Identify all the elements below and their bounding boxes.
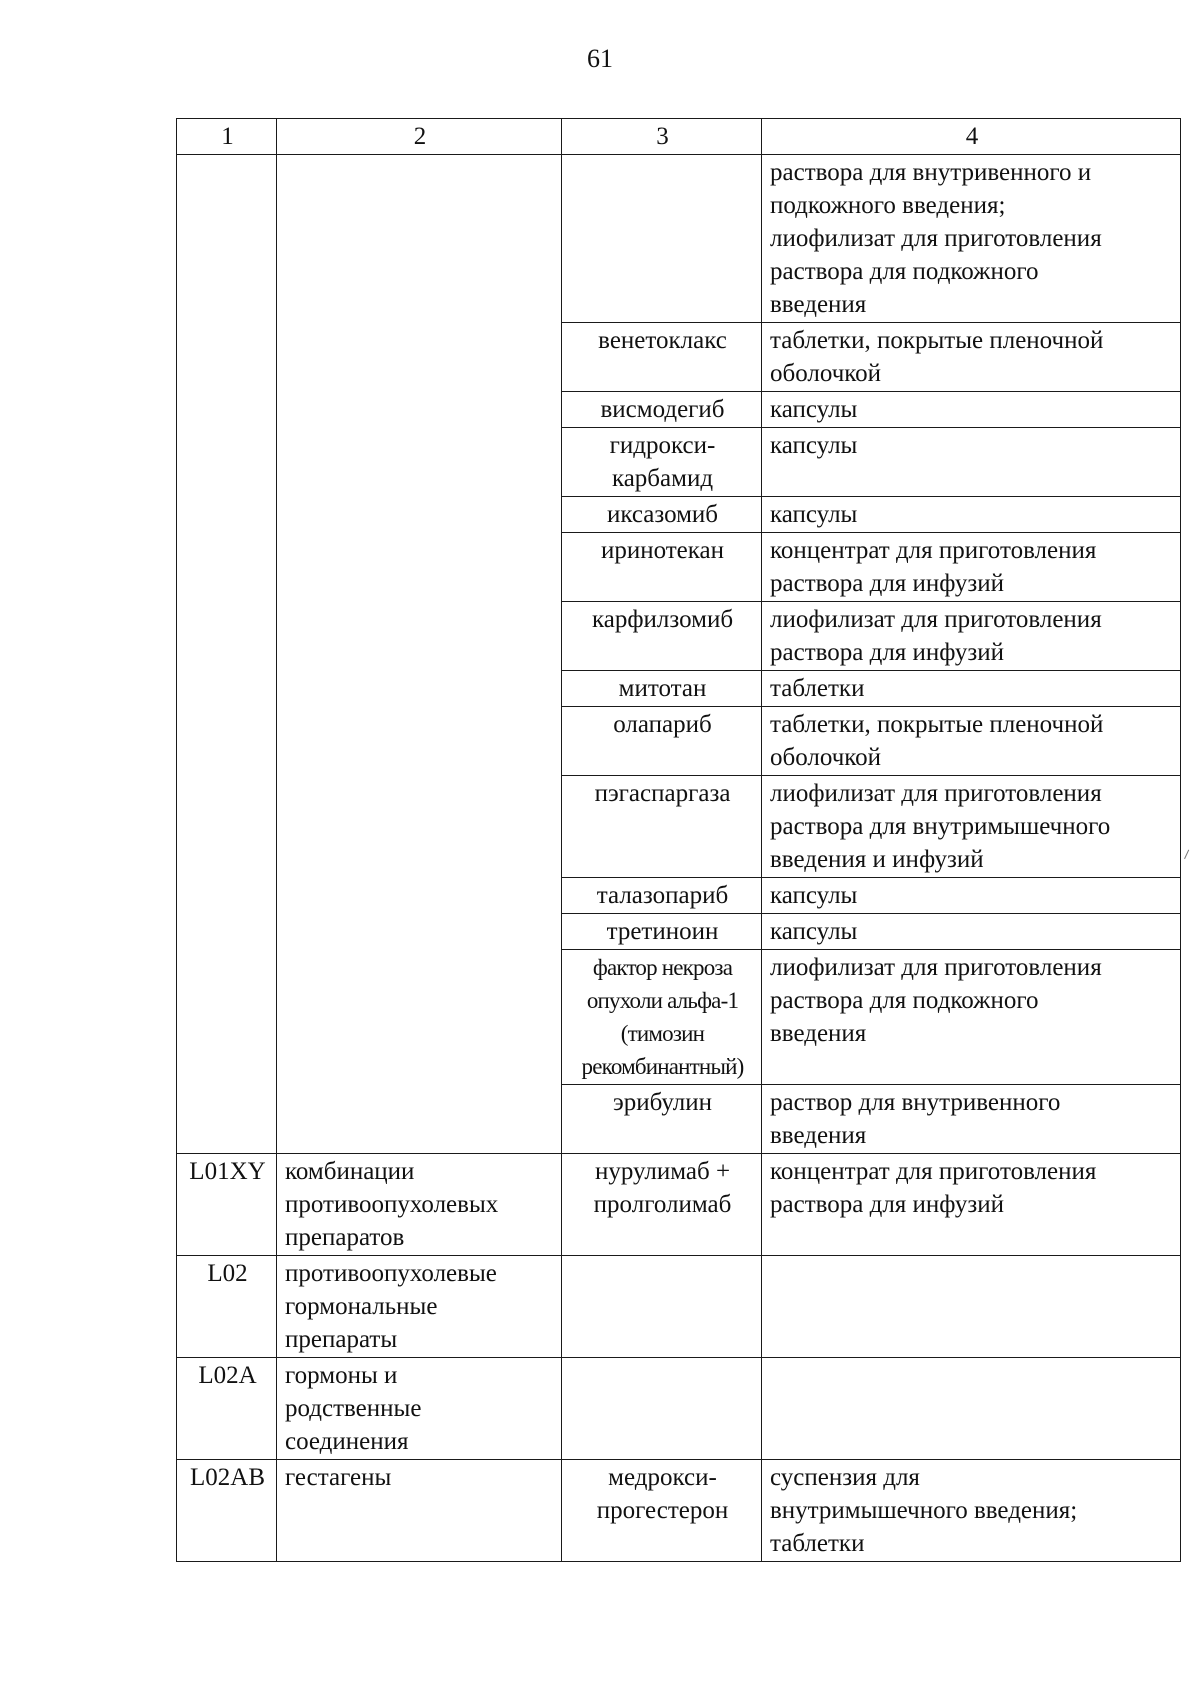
inn-cell: висмодегиб	[562, 392, 762, 428]
inn-cell: иринотекан	[562, 533, 762, 602]
group-cell: комбинации противоопухолевых препаратов	[277, 1154, 562, 1256]
form-cell	[762, 1358, 1181, 1460]
form-cell: концентрат для приготовления раствора для инфузий	[762, 1154, 1181, 1256]
group-cell-continued	[277, 155, 562, 1154]
table-header-row	[177, 119, 1181, 155]
header-cell-3: 3	[562, 119, 762, 155]
inn-cell	[562, 1358, 762, 1460]
form-cell: таблетки	[762, 671, 1181, 707]
inn-cell: гидрокси- карбамид	[562, 428, 762, 497]
code-cell: L01XY	[177, 1154, 277, 1256]
form-cell: раствора для внутривенного и подкожного введения; лиофилизат для приготовления раствора для подкожного введения	[762, 155, 1181, 323]
inn-cell: венетоклакс	[562, 323, 762, 392]
inn-cell: иксазомиб	[562, 497, 762, 533]
form-cell: таблетки, покрытые пленочной оболочкой	[762, 323, 1181, 392]
form-cell: лиофилизат для приготовления раствора для внутримышечного введения и инфузий	[762, 776, 1181, 878]
table-row	[177, 1460, 1181, 1562]
table-row	[177, 155, 1181, 323]
inn-cell: фактор некроза опухоли альфа-1 (тимозин рекомбинантный)	[562, 950, 762, 1085]
inn-cell: карфилзомиб	[562, 602, 762, 671]
table-row	[177, 1256, 1181, 1358]
inn-cell: пэгаспаргаза	[562, 776, 762, 878]
code-cell: L02	[177, 1256, 277, 1358]
form-cell: раствор для внутривенного введения	[762, 1085, 1181, 1154]
inn-cell	[562, 1256, 762, 1358]
form-cell: лиофилизат для приготовления раствора для подкожного введения	[762, 950, 1181, 1085]
table-row	[177, 1154, 1181, 1256]
inn-cell: талазопариб	[562, 878, 762, 914]
inn-cell: эрибулин	[562, 1085, 762, 1154]
code-cell: L02AB	[177, 1460, 277, 1562]
form-cell: капсулы	[762, 392, 1181, 428]
form-cell	[762, 1256, 1181, 1358]
form-cell: капсулы	[762, 497, 1181, 533]
form-cell: капсулы	[762, 878, 1181, 914]
header-cell-1: 1	[177, 119, 277, 155]
table-row	[177, 1358, 1181, 1460]
inn-cell	[562, 155, 762, 323]
drug-table	[176, 118, 1181, 1562]
inn-cell: олапариб	[562, 707, 762, 776]
header-cell-2: 2	[277, 119, 562, 155]
inn-cell: третиноин	[562, 914, 762, 950]
page-number: 61	[587, 44, 613, 73]
form-cell: капсулы	[762, 914, 1181, 950]
form-cell: капсулы	[762, 428, 1181, 497]
inn-cell: нурулимаб + пролголимаб	[562, 1154, 762, 1256]
code-cell-continued	[177, 155, 277, 1154]
group-cell: гестагены	[277, 1460, 562, 1562]
form-cell: концентрат для приготовления раствора для инфузий	[762, 533, 1181, 602]
inn-cell: митотан	[562, 671, 762, 707]
form-cell: лиофилизат для приготовления раствора для инфузий	[762, 602, 1181, 671]
inn-cell: медрокси- прогестерон	[562, 1460, 762, 1562]
scan-margin-mark	[1184, 850, 1192, 861]
form-cell: суспензия для внутримышечного введения; таблетки	[762, 1460, 1181, 1562]
group-cell: гормоны и родственные соединения	[277, 1358, 562, 1460]
header-cell-4: 4	[762, 119, 1181, 155]
group-cell: противоопухолевые гормональные препараты	[277, 1256, 562, 1358]
code-cell: L02A	[177, 1358, 277, 1460]
form-cell: таблетки, покрытые пленочной оболочкой	[762, 707, 1181, 776]
